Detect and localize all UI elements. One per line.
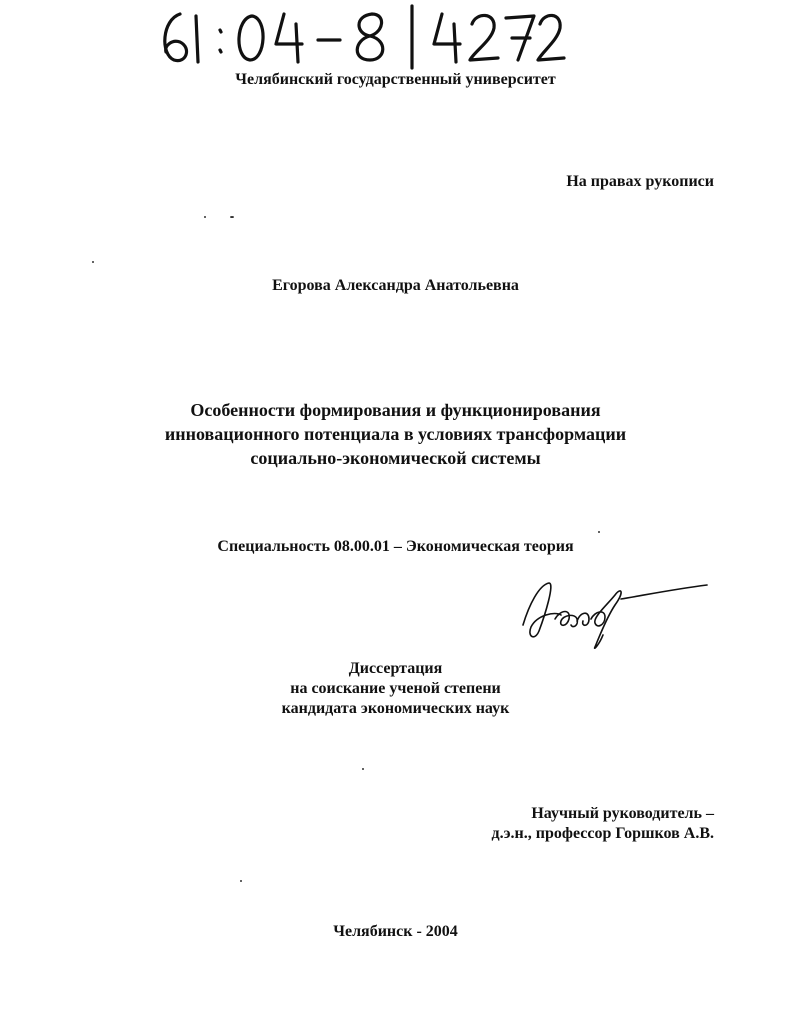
scan-speck bbox=[240, 880, 242, 882]
scan-speck bbox=[204, 216, 206, 218]
manuscript-rights-note: На правах рукописи bbox=[566, 173, 714, 190]
scan-speck bbox=[230, 216, 234, 218]
scan-speck bbox=[362, 768, 364, 770]
author-name: Егорова Александра Анатольевна bbox=[272, 277, 519, 294]
dissertation-heading: Диссертация bbox=[348, 660, 443, 677]
specialty: Специальность 08.00.01 – Экономическая теория bbox=[217, 538, 574, 555]
handwritten-archive-code bbox=[150, 2, 570, 72]
supervisor-name: д.э.н., профессор Горшков А.В. bbox=[491, 825, 714, 842]
author-signature bbox=[515, 575, 715, 655]
title-line-3: социально-экономической системы bbox=[250, 448, 541, 468]
scan-speck bbox=[92, 261, 94, 263]
city-year: Челябинск - 2004 bbox=[333, 923, 458, 940]
university-name: Челябинский государственный университет bbox=[235, 71, 556, 88]
title-line-2: инновационного потенциала в условиях трансформации bbox=[164, 424, 627, 444]
scan-speck bbox=[598, 531, 600, 533]
supervisor-label: Научный руководитель – bbox=[531, 805, 714, 822]
title-line-1: Особенности формирования и функционирования bbox=[190, 400, 601, 420]
dissertation-field-line: кандидата экономических наук bbox=[281, 700, 510, 717]
dissertation-degree-line: на соискание ученой степени bbox=[290, 680, 501, 697]
